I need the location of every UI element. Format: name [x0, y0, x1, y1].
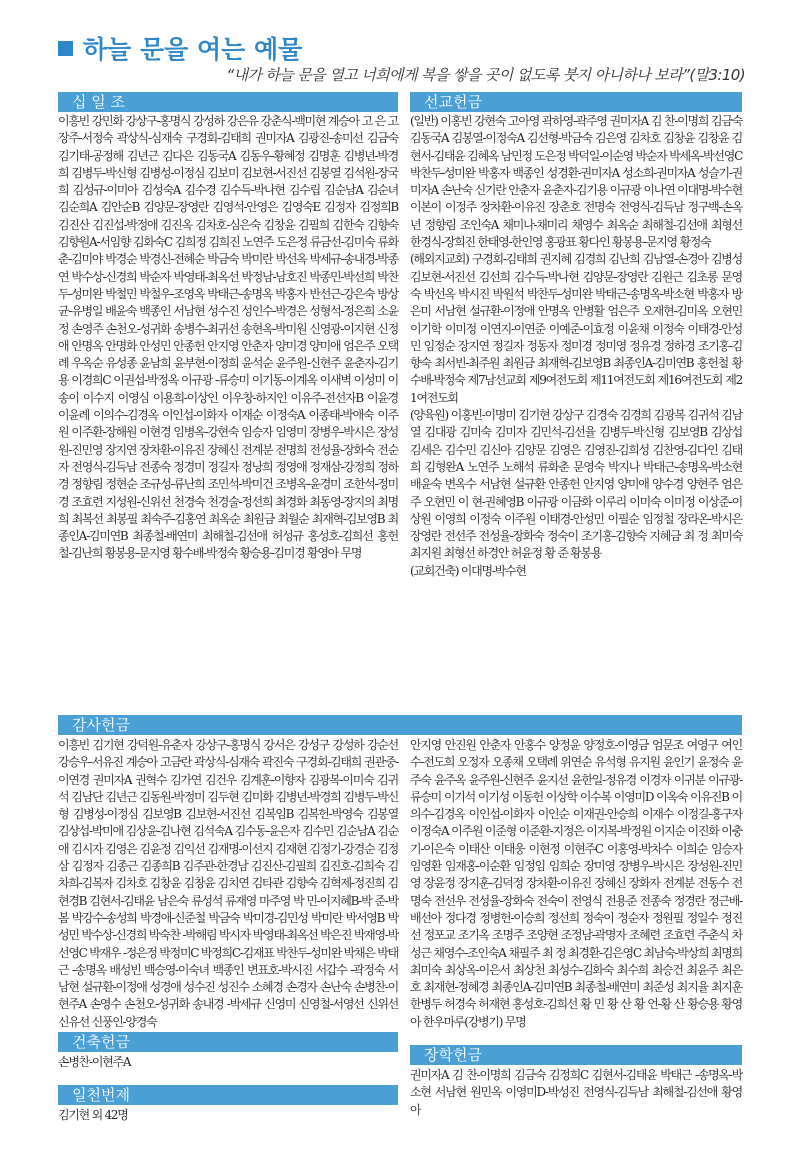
group-tag: (교회건축) — [410, 563, 459, 578]
group-text: 구경회-김태희 권지혜 김경희 김난희 김남열-손경아 김병성 김보현-서진선 김선희 김수득-박나현 김양문-장영란 김원근 김초롱 문영숙 박선옥 박시진 박원석 박찬두-성미완 박태근-송명옥-박소현 박홍자 방은미 서남현 설규환-이정애 안명옥 안병활 엄은주 오재현-김미옥 오현민 이기학 이미정 이연지-이연준 이예준-이효정 이윤채 이정숙 이태경-안성민 임정순 장지연 정길자 정동자 정미경 정미영 정유경 정하경 조기홍-김향숙 최서빈-최주원 최원금 최재혁-김보영B 최종인A-김미연B 홍헌철 황수배-박정숙 제7남선교회 제9여전도회 제11여전도회 제16여전도회 제21여전도회 — [410, 252, 742, 405]
section-header-janghak: 장학헌금 — [410, 1045, 742, 1065]
gamsa-list-left: 이흥빈 김기현 강덕원-유춘자 강상구-홍명식 강서은 강성구 강성하 강순선 강승우-서유진 계승아 고금란 곽상식-심재숙 곽진숙 구경회-김태희 권관중-이연경 권미자A 권혁수 김가연 김건우 김계훈-이향자 김광복-이미숙 김귀석 김남단 김년근 김동원-박정미 김두현 김미화 김병년-박경희 김병두-박신형 김병성-이정심 김보영B 김보현-서진선 김복임B 김복헌-박영숙 김봉열 김상섭-박미애 김상윤-김나현 김석숙A 김수동-윤은자 김수민 김순남A 김순애 김시자 김영은 김윤정 김익선 김재명-이선지 김재현 김정기-강경순 김정삼 김정자 김종근 김종희B 김주관-한경남 김진산-김필희 김진호-김희숙 김차희-김복자 김차호 김창윤 김창윤 김치연 김타관 김향숙 김혁제-정진희 김현경B 김현서-김태윤 남은숙 류성석 류재영 마주영 박 민-이지혜B-박 준-박 봄 박강수-송성희 박경애-신준철 박금숙 박미경-김민성 박미란 박서영B 박성민 박수상-신경희 박숙찬 -박해림 박시자 박영태-최옥선 박은진 박재영-박선영C 박재우 -정은정 박정미C 박정희C-김재표 박찬두-성미완 박채은 박태근 -송명옥 배성빈 백승영-이숙녀 백종인 변표호-박시진 서갑수 -곽정숙 서남현 설규환-이정애 성경애 성수진 성진수 소혜경 손경자 손난숙 손병찬-이현주A 손영수 손천오-성귀화 송내경 -박세규 신영미 신영철-서영선 신위선 신유선 신풍인-양경숙 — [58, 738, 398, 1029]
group-tag: (해외지교회) — [410, 252, 469, 267]
section-header-sibilio: 십 일 조 — [58, 92, 398, 112]
gamsa-list-right: 안지영 안진원 안춘자 안홍수 양정윤 양정호-이영금 엄문조 여영구 여인수-전도희 오정자 오종채 오택례 위연순 유석형 유지원 윤인기 윤정숙 윤주숙 윤주옥 윤주원-신현주 윤지선 윤한일-정유경 이경자 이귀분 이규광-류승미 이기석 이기성 이동헌 이상학 이수복 이영미D 이옥숙 이유진B 이의수-김경옥 이인섭-이화자 이인순 이재권-안승희 이재수 이정길-홍구자 이정숙A 이주원 이준형 이준환-지정은 이지복-박정원 이지순 이진화 이충기-이은숙 이태산 이태웅 이현정 이현주C 이홍영-박차수 이희순 임승자 임영환 임재홍-이순환 임정임 임희순 장미영 장병우-박시은 장성원-진민영 장윤정 장지훈-김덕정 장차환-이유진 장혜신 장화자 전계분 전동수 전명숙 전선우 전성율-장화숙 전숙이 전영식 전용준 전종숙 정경란 정근배-배선아 정다경 정병헌-이승희 정선희 정숙이 정순자 정원필 정일수 정진선 정포교 조기옥 조명주 조양현 조정남-곽명자 조혜련 조효련 주춘식 차성근 채영수-조인숙A 채필주 최 정 최경환-김은영C 최남숙-박상희 최명희 최미숙 최상옥-이은서 최상천 최성수-김화숙 최수희 최승건 최윤주 최은호 최재현-정혜경 최종인A-김미연B 최종철-배연미 최준성 최지율 최지훈 한병두 허경숙 허재현 홍성호-김희선 황 민 황 산 황 언-황 산 황승용 황영아 한우마루(강병기) 무명 — [410, 738, 742, 1029]
seongyo-list — [410, 113, 742, 580]
ilcheon-list: 김기현 외 42명 — [58, 1108, 128, 1122]
section-header-geonchuk: 건축헌금 — [58, 1032, 398, 1052]
square-bullet-icon — [58, 41, 73, 56]
section-header-ilcheon: 일천번제 — [58, 1085, 398, 1105]
group-tag: (양육원) — [410, 408, 448, 423]
section-header-seongyo: 선교헌금 — [410, 92, 742, 112]
page-title: 하늘 문을 여는 예물 — [58, 30, 302, 66]
geonchuk-list: 손병찬-이현주A — [58, 1055, 131, 1069]
sibilio-list: 이흥빈 강민화 강상구-홍명식 강성하 강은유 강춘식-백미현 계승아 고 은 고장주-서정숙 곽상식-심재숙 구경회-김태희 권미자A 김광진-송미선 김금숙 김기태-공정해 김년근 김다은 김동국A 김동우-황혜정 김명훈 김병년-박경희 김병두-박신형 김병성-이정심 김보미 김보현-서진선 김봉열 김석원-장국희 김성규-이미아 김성숙A 김수경 김수득-박나현 김수립 김순남A 김순녀 김순희A 김안순B 김양문-장영란 김영석-안영은 김영숙E 김정자 김정희B 김진산 김진섭-박정애 김진옥 김차호-심은숙 김창윤 김필희 김한숙 김향숙 김향원A-서임향 김화숙C 김희정 김희진 노연주 도은정 류금선-김미숙 류화춘-김미야 박경순 박경신-전혜순 박금숙 박미란 박선옥 박세규-송내경-박종연 박수상-신경희 박순자 박영태-최옥선 박정남-남호진 박종민-박선희 박찬두-성미완 박철민 박철우-조영옥 박태근-송명옥 박홍자 반선근-강은숙 방상균-유병일 배윤숙 백종인 서남현 성수진 성인수-박경은 성형석-정은희 소윤정 손영주 손천오-성귀화 송병수-최귀선 송현옥-박미원 신영광-이지현 신정애 안명옥 안명화 안성민 안종헌 안지영 안춘자 양미경 양미애 엄은주 오택례 우옥순 유성종 윤남희 윤부현-이정희 윤석순 윤주원-신현주 윤춘자-김기용 이경희C 이권섭-박정옥 이규광 -류승미 이기동-이계옥 이새벽 이성미 이송이 이수지 이영심 이용희-이상인 이우창-하지인 이유주-전선자B 이윤경 이윤례 이의수-김경옥 이인섭-이화자 이재순 이정숙A 이종태-박애숙 이주원 이주환-장해원 이현경 임병옥-강현숙 임승자 임영미 장병우-박시은 장성원-진민영 장지연 장차환-이유진 장혜신 전계분 전명희 전성율-장화숙 전순자 전영식-김득남 전종숙 정경미 정길자 정낭희 정영애 정재삼-강정희 정하경 정향림 정현순 조규성-류난희 조민석-박미건 조병옥-윤경미 조한석-정미경 조효련 지성원-신위선 천경숙 천경술-정선희 최경화 최동영-장지의 최명희 최복선 최봉필 최숙주-김홍연 최옥순 최원금 최월순 최재혁-김보영B 최종인A-김미연B 최종철-배연미 최해철-김선애 허성규 홍성호-김희선 홍헌철-김난희 황봉용-문지영 황수배-박정숙 황승용-김미경 황영아 무명 — [58, 114, 398, 561]
group-text: 이홍빈 강현숙 고아영 곽하영-곽주영 권미자A 김 찬-이명희 김금숙 김동국A 김봉열-이정숙A 김선형-박금숙 김은영 김차호 김창윤 김창윤 김현서-김태윤 김혜옥 남민정 도은정 박덕일-이순영 박순자 박세옥-박선영C 박찬두-성미완 박홍자 백종인 성경환-권미자A 성소희-권미자A 성슬기-권미자A 손난숙 신기란 안춘자 윤춘자-김기용 이규광 이나연 이대명-박수현 이본이 이정주 장차환-이유진 장춘호 전명숙 전영식-김득남 정구백-손옥년 정향림 조인숙A 채미나-채미리 채영수 최옥순 최해철-김선애 최형선 한경식-장희진 한태영-한인영 홍광표 황다인 황봉용-문지영 황정숙 — [410, 114, 742, 250]
section-header-gamsa: 감사헌금 — [58, 715, 742, 735]
group-tag: (일반) — [410, 114, 438, 128]
scripture-quote: “내가 하늘 문을 열고 너희에게 복을 쌓을 곳이 없도록 붓지 아니하나 보라”(말3:10) — [226, 66, 745, 84]
janghak-list: 권미자A 김 찬-이명희 김금숙 김정희C 김현서-김태윤 박태근 -송명옥-박소현 서남현 원민옥 이영미D-박성진 전영식-김득남 최해철-김선애 황영아 — [410, 1068, 742, 1117]
group-text: 이홍빈-이명미 김기현 강상구 김경숙 김경희 김광복 김귀석 김남열 김대광 김미숙 김미자 김민석-김선율 김병두-박신형 김보영B 김상섭 김세은 김수민 김신아 김양문 김영은 김영진-김희성 김찬영-김다인 김태희 김형완A 노연주 노해석 류화춘 문영숙 박지나 박태근-송명옥-박소현 배윤숙 변옥수 서남현 설규환 안종헌 안지영 양미애 양수경 양현주 엄은주 오현민 이 현-권혜영B 이규광 이금화 이루리 이미숙 이미정 이상준-이상원 이영희 이정숙 이주원 이태경-안성민 이필순 임정철 장라온-박시은 장영란 전선주 전성율-장화숙 정숙이 조기홍-김향숙 지혜금 최 정 최미숙 최지원 최형선 하경안 허윤정 황 준 황봉용 — [410, 408, 742, 561]
group-text: 이대명-박수현 — [458, 563, 526, 578]
